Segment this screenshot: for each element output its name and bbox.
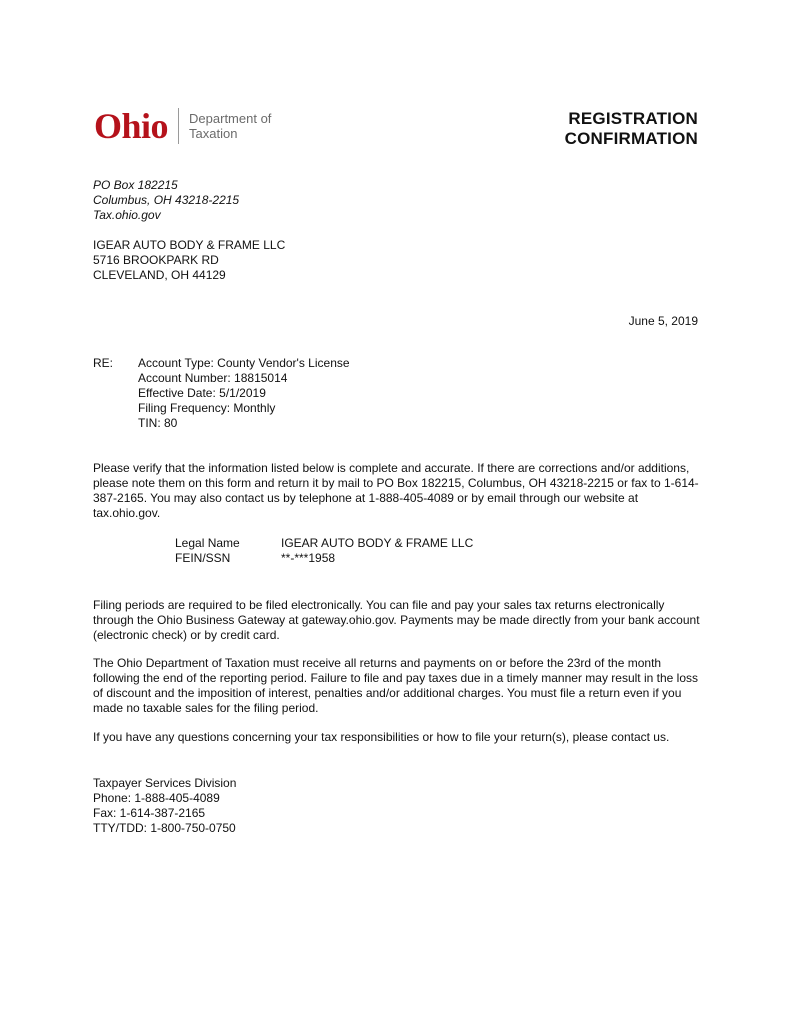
account-details — [138, 356, 350, 431]
document-title — [565, 109, 698, 149]
logo-subtitle — [189, 111, 271, 141]
contact-fax: Fax: 1-614-387-2165 — [93, 806, 206, 820]
ohio-department-of-taxation-logo — [94, 105, 271, 147]
tin: TIN: 80 — [138, 416, 178, 430]
document-title-line1: REGISTRATION — [568, 109, 698, 128]
account-number: Account Number: 18815014 — [138, 371, 288, 385]
sender-address-line1: PO Box 182215 — [93, 178, 178, 192]
recipient-name: IGEAR AUTO BODY & FRAME LLC — [93, 238, 286, 252]
contact-tty: TTY/TDD: 1-800-750-0750 — [93, 821, 236, 835]
filing-frequency: Filing Frequency: Monthly — [138, 401, 276, 415]
document-title-line2: CONFIRMATION — [564, 129, 698, 148]
recipient-address — [93, 238, 285, 283]
fein-value: **-***1958 — [281, 551, 336, 565]
legal-name-row — [175, 536, 473, 551]
fein-label: FEIN/SSN — [175, 551, 231, 565]
contact-division: Taxpayer Services Division — [93, 776, 237, 790]
contact-phone: Phone: 1-888-405-4089 — [93, 791, 220, 805]
logo-sub-line1: Department of — [189, 111, 272, 126]
logo-sub-line2: Taxation — [189, 126, 238, 141]
logo-divider — [178, 108, 179, 144]
recipient-city: CLEVELAND, OH 44129 — [93, 268, 226, 282]
effective-date: Effective Date: 5/1/2019 — [138, 386, 266, 400]
filing-periods-paragraph: Filing periods are required to be filed electronically. You can file and pay your sales tax returns electronically through the Ohio Business Gateway at gateway.ohio.gov. Payments may be made directly from your bank account (electronic check) or by credit card. — [93, 598, 700, 642]
contact-block — [93, 776, 236, 836]
account-type: Account Type: County Vendor's License — [138, 356, 350, 370]
sender-address-line3: Tax.ohio.gov — [93, 208, 161, 222]
sender-address — [93, 178, 239, 223]
questions-paragraph: If you have any questions concerning your tax responsibilities or how to file your return(s), please contact us. — [93, 730, 670, 744]
verify-paragraph: Please verify that the information listed below is complete and accurate. If there are corrections and/or additions, please note them on this form and return it by mail to PO Box 182215, Columbus, OH 43218-2215 or fax to 1-614-387-2165. You may also contact us by telephone at 1-888-405-4089 or by email through our website at tax.ohio.gov. — [93, 461, 699, 520]
legal-name-label: Legal Name — [175, 536, 240, 550]
fein-row — [175, 551, 473, 566]
taxpayer-identity-table — [175, 536, 473, 566]
re-label: RE: — [93, 356, 114, 370]
legal-name-value: IGEAR AUTO BODY & FRAME LLC — [281, 536, 474, 550]
sender-address-line2: Columbus, OH 43218-2215 — [93, 193, 240, 207]
deadline-paragraph: The Ohio Department of Taxation must receive all returns and payments on or before the 23rd of the month following the end of the reporting period. Failure to file and pay taxes due in a timely manner may result in the loss of discount and the imposition of interest, penalties and/or additional charges. You must file a return even if you made no taxable sales for the filing period. — [93, 656, 698, 715]
letter-date: June 5, 2019 — [628, 314, 698, 328]
logo-wordmark: Ohio — [94, 106, 169, 146]
recipient-street: 5716 BROOKPARK RD — [93, 253, 219, 267]
